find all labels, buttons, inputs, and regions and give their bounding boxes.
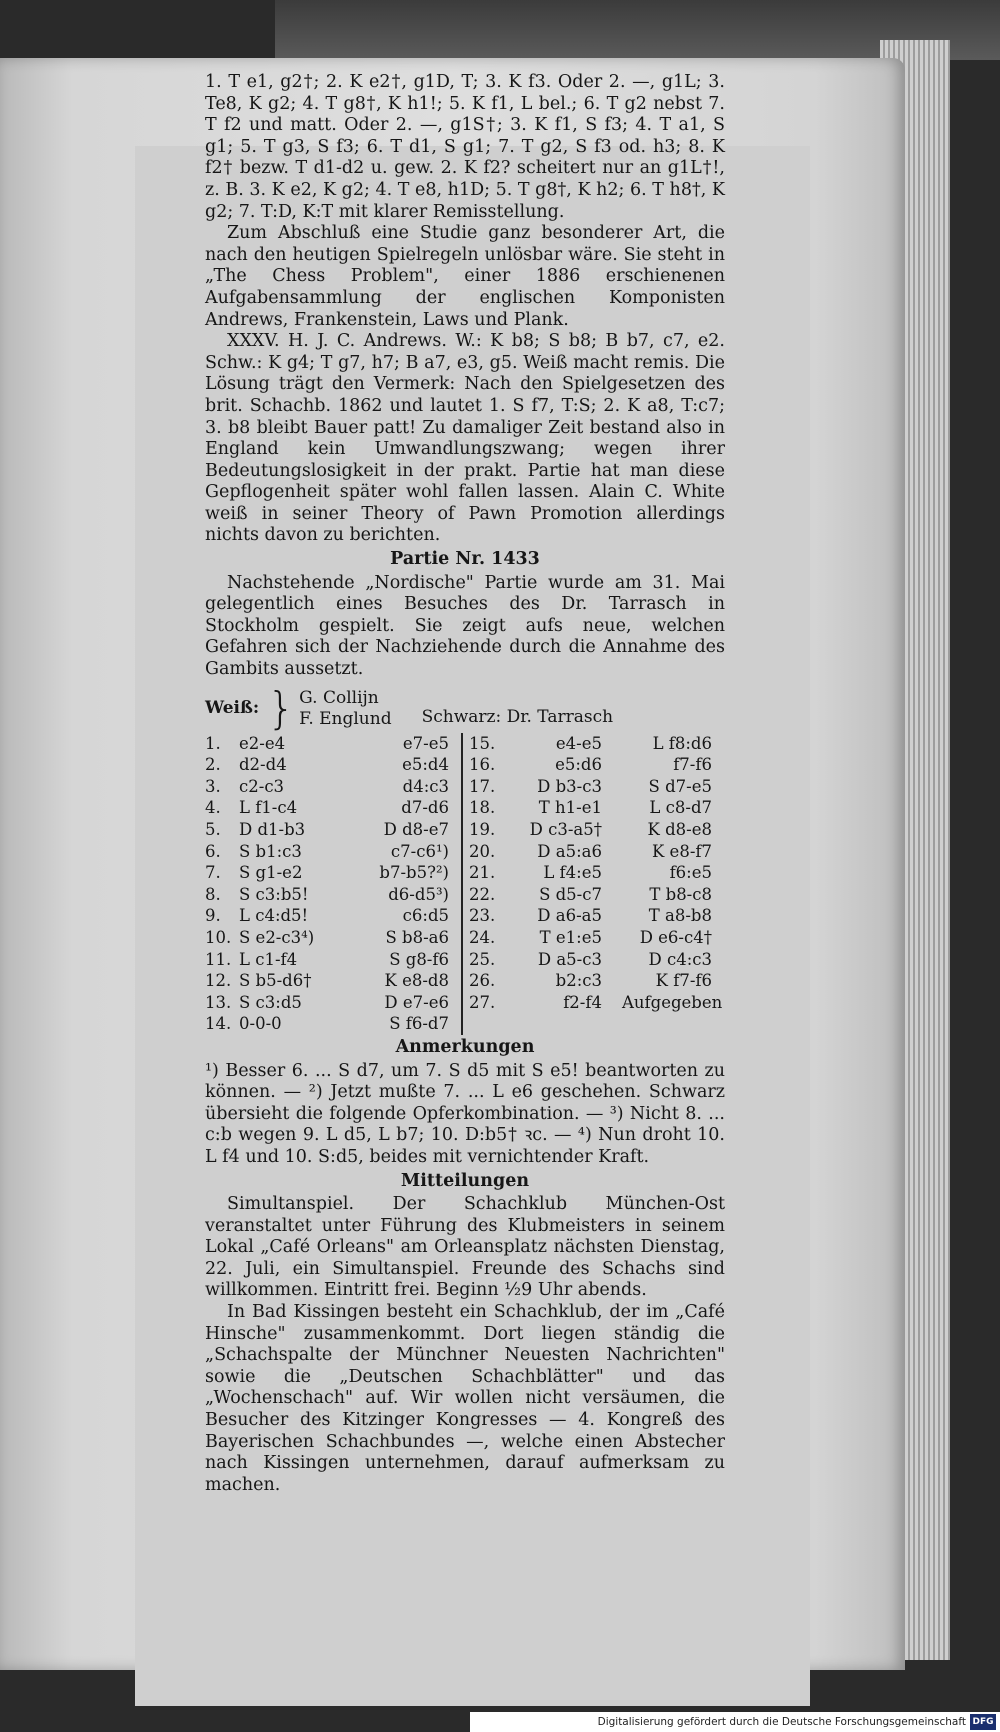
move-row — [205, 927, 461, 949]
move-row — [205, 992, 461, 1014]
black-move: f7-f6 — [673, 755, 712, 775]
move-number: 19. — [469, 820, 496, 839]
black-move: K f7-f6 — [655, 971, 712, 991]
white-player-1: G. Collijn — [299, 687, 379, 708]
game-intro: Nachstehende „Nordische" Partie wurde am 31. Mai gelegentlich eines Besuches des Dr. Tarrasch in Stockholm gespielt. Sie zeigt aufs neue, welchen Gefahren sich der Nachziehende durch die Annahme des Gambits aussetzt. — [205, 572, 725, 680]
intro-paragraph-3: XXXV. H. J. C. Andrews. W.: K b8; S b8; B b7, c7, e2. Schw.: K g4; T g7, h7; B a7, e3, g5. Weiß macht remis. Die Lösung trägt den Vermerk: Nach den Spielgesetzen des brit. Schachb. 1862 und lautet 1. S f7, T:S; 2. K a8, T:c7; 3. b8 bleibt Bauer patt! Zu damaliger Zeit bestand also in England kein Umwandlungszwang; wegen ihrer Bedeutungslosigkeit in der prakt. Partie hat man diese Gepflogenheit später wohl fallen lassen. Alain C. White weiß in seiner Theory of Pawn Promotion allerdings nichts davon zu berichten. — [205, 331, 725, 546]
move-row — [205, 776, 461, 798]
move-number: 26. — [469, 971, 496, 991]
white-move: S g1-e2 — [239, 863, 303, 883]
moves-column-right — [461, 733, 725, 1035]
white-move: D d1-b3 — [239, 820, 306, 839]
black-move: T b8-c8 — [649, 884, 712, 904]
move-table — [205, 733, 725, 1035]
move-number: 5. — [205, 820, 221, 839]
move-number: 4. — [205, 798, 221, 818]
white-move: S c3:b5! — [239, 884, 309, 904]
move-number: 1. — [205, 733, 221, 753]
white-move: D a5:a6 — [537, 841, 602, 861]
move-number: 27. — [469, 992, 496, 1012]
white-move: D b3-c3 — [537, 776, 602, 796]
white-move: D a6-a5 — [537, 906, 602, 926]
intro-paragraph-2: Zum Abschluß eine Studie ganz besonderer Art, die nach den heutigen Spielregeln unlösbar wäre. Sie steht in „The Chess Problem", einer 1886 erschienenen Aufgabensammlung der englischen Komponisten Andrews, Frankenstein, Laws und Plank. — [205, 223, 725, 330]
move-row — [469, 884, 725, 906]
white-move: S d5-c7 — [539, 884, 602, 904]
move-row — [205, 884, 461, 906]
move-row — [469, 733, 725, 755]
move-row — [205, 841, 461, 863]
black-move: D d8-e7 — [383, 820, 449, 839]
white-label: Weiß: — [205, 697, 260, 718]
move-row — [469, 970, 725, 992]
move-row — [469, 927, 725, 949]
move-number: 15. — [469, 733, 496, 753]
news-paragraph-2: In Bad Kissingen besteht ein Schachklub, der im „Café Hinsche" zusammenkommt. Dort liegen ständig die „Schachspalte der Münchner Neuesten Nachrichten" sowie die „Deutschen Schachblätter" und das „Wochenschach" auf. Wir wollen nicht versäumen, die Besucher des Kitzinger Kongresses — 4. Kongreß des Bayerischen Schachbundes —, welche einen Abstecher nach Kissingen unternehmen, darauf aufmerksam zu machen. — [205, 1302, 725, 1495]
white-move: S b1:c3 — [239, 841, 302, 861]
white-move: L f1-c4 — [239, 798, 298, 818]
move-row — [205, 1013, 461, 1035]
move-number: 3. — [205, 776, 221, 796]
white-move: d2-d4 — [239, 755, 287, 775]
black-move: L f8:d6 — [652, 733, 712, 753]
white-move: e5:d6 — [555, 755, 602, 775]
black-move: S d7-e5 — [648, 776, 712, 796]
black-move: S f6-d7 — [389, 1014, 449, 1034]
black-move: K e8-d8 — [384, 971, 449, 991]
move-row — [205, 970, 461, 992]
move-number: 14. — [205, 1014, 232, 1034]
move-number: 16. — [469, 755, 496, 775]
white-move: T h1-e1 — [538, 798, 602, 818]
white-move: D a5-c3 — [537, 949, 602, 969]
move-number: 23. — [469, 906, 496, 926]
black-move: S b8-a6 — [385, 927, 449, 947]
move-row — [469, 949, 725, 971]
black-move: S g8-f6 — [389, 949, 449, 969]
moves-column-left — [205, 733, 461, 1035]
move-number: 13. — [205, 992, 232, 1012]
game-players — [205, 682, 725, 734]
black-move: T a8-b8 — [648, 906, 712, 926]
move-row — [469, 862, 725, 884]
intro-paragraph-1: 1. T e1, g2†; 2. K e2†, g1D, T; 3. K f3. Oder 2. —, g1L; 3. Te8, K g2; 4. T g8†, K h1!; 5. K f1, L bel.; 6. T g2 nebst 7. T f2 und matt. Oder 2. —, g1S†; 3. K f1, S f3; 4. T a1, S g1; 5. T g3, S f3; 6. T d1, S g1; 7. T g2, S f3 od. h3; 8. K f2† bezw. T d1-d2 u. gew. 2. K f2? scheitert nur an g1L†!, z. B. 3. K e2, K g2; 4. T e8, h1D; 5. T g8†, K h2; 6. T h8†, K g2; 7. T:D, K:T mit klarer Remisstellung. — [205, 72, 725, 222]
move-number: 6. — [205, 841, 221, 861]
notes-text: ¹) Besser 6. ... S d7, um 7. S d5 mit S e5! beantworten zu können. — ²) Jetzt mußte 7. ... L e6 geschehen. Schwarz übersieht die folgende Opferkombination. — ³) Nicht 8. ... c:b wegen 9. L d5, L b7; 10. D:b5† ꝛc. — ⁴) Nun droht 10. L f4 und 10. S:d5, beides mit vernichtender Kraft. — [205, 1060, 725, 1167]
dfg-logo: DFG — [970, 1714, 996, 1730]
black-move: e7-e5 — [402, 733, 449, 753]
white-move: e4-e5 — [555, 733, 602, 753]
black-player: Schwarz: Dr. Tarrasch — [421, 706, 614, 727]
move-row — [469, 754, 725, 776]
black-move: b7-b5?²) — [379, 863, 449, 883]
black-move: d4:c3 — [402, 776, 449, 796]
digitization-credit: Digitalisierung gefördert durch die Deutsche Forschungsgemeinschaft — [470, 1712, 1000, 1732]
move-number: 2. — [205, 755, 221, 775]
white-move: 0-0-0 — [239, 1014, 282, 1034]
move-number: 18. — [469, 798, 496, 818]
move-number: 17. — [469, 776, 496, 796]
move-number: 9. — [205, 906, 221, 926]
move-row — [469, 992, 725, 1014]
black-move: K d8-e8 — [647, 820, 712, 839]
move-number: 12. — [205, 971, 232, 991]
news-heading: Mitteilungen — [400, 1170, 530, 1191]
black-move: f6:e5 — [669, 863, 712, 883]
move-number: 11. — [205, 949, 232, 969]
move-number: 25. — [469, 949, 496, 969]
move-row — [469, 841, 725, 863]
move-row — [205, 949, 461, 971]
white-player-2: F. Englund — [299, 708, 392, 729]
white-move: L c1-f4 — [239, 949, 298, 969]
black-move: D c4:c3 — [648, 949, 712, 969]
black-move: D e6-c4† — [639, 927, 712, 947]
white-move: S c3:d5 — [239, 992, 302, 1012]
move-number: 10. — [205, 927, 232, 947]
white-move: b2:c3 — [555, 971, 602, 991]
black-move: c7-c6¹) — [390, 841, 449, 861]
move-row — [205, 754, 461, 776]
white-move: S b5-d6† — [239, 971, 312, 991]
move-row — [205, 733, 461, 755]
move-row — [205, 905, 461, 927]
move-number: 20. — [469, 841, 496, 861]
black-move: Aufgegeben — [622, 992, 723, 1012]
notes-heading: Anmerkungen — [395, 1036, 535, 1057]
white-move: e2-e4 — [239, 733, 286, 753]
white-move: T e1:e5 — [539, 927, 602, 947]
move-row — [205, 862, 461, 884]
white-move: D c3-a5† — [529, 820, 602, 839]
black-move: K e8-f7 — [651, 841, 712, 861]
move-number: 24. — [469, 927, 496, 947]
black-move: d6-d5³) — [388, 884, 449, 904]
move-row — [469, 905, 725, 927]
move-row — [205, 797, 461, 819]
white-move: L c4:d5! — [239, 906, 309, 926]
move-row — [205, 819, 461, 841]
move-number: 8. — [205, 884, 221, 904]
move-row — [469, 819, 725, 841]
move-row — [469, 797, 725, 819]
brace-icon: } — [267, 682, 296, 734]
black-move: c6:d5 — [402, 906, 449, 926]
black-move: d7-d6 — [401, 798, 449, 818]
white-move: c2-c3 — [239, 776, 285, 796]
move-number: 21. — [469, 863, 496, 883]
black-move: e5:d4 — [402, 755, 449, 775]
page-text — [205, 72, 725, 1496]
white-move: L f4:e5 — [543, 863, 602, 883]
move-number: 7. — [205, 863, 221, 883]
white-move: f2-f4 — [563, 992, 602, 1012]
black-move: L c8-d7 — [649, 798, 712, 818]
game-heading: Partie Nr. 1433 — [390, 549, 540, 570]
white-players — [299, 688, 391, 730]
move-number: 22. — [469, 884, 496, 904]
news-paragraph-1: Simultanspiel. Der Schachklub München-Ost veranstaltet unter Führung des Klubmeisters in seinem Lokal „Café Orleans" am Orleansplatz nächsten Dienstag, 22. Juli, ein Simultanspiel. Freunde des Schachs sind willkommen. Eintritt frei. Beginn ½9 Uhr abends. — [205, 1194, 725, 1301]
move-row — [469, 776, 725, 798]
black-move: D e7-e6 — [384, 992, 449, 1012]
white-move: S e2-c3⁴) — [239, 927, 315, 947]
